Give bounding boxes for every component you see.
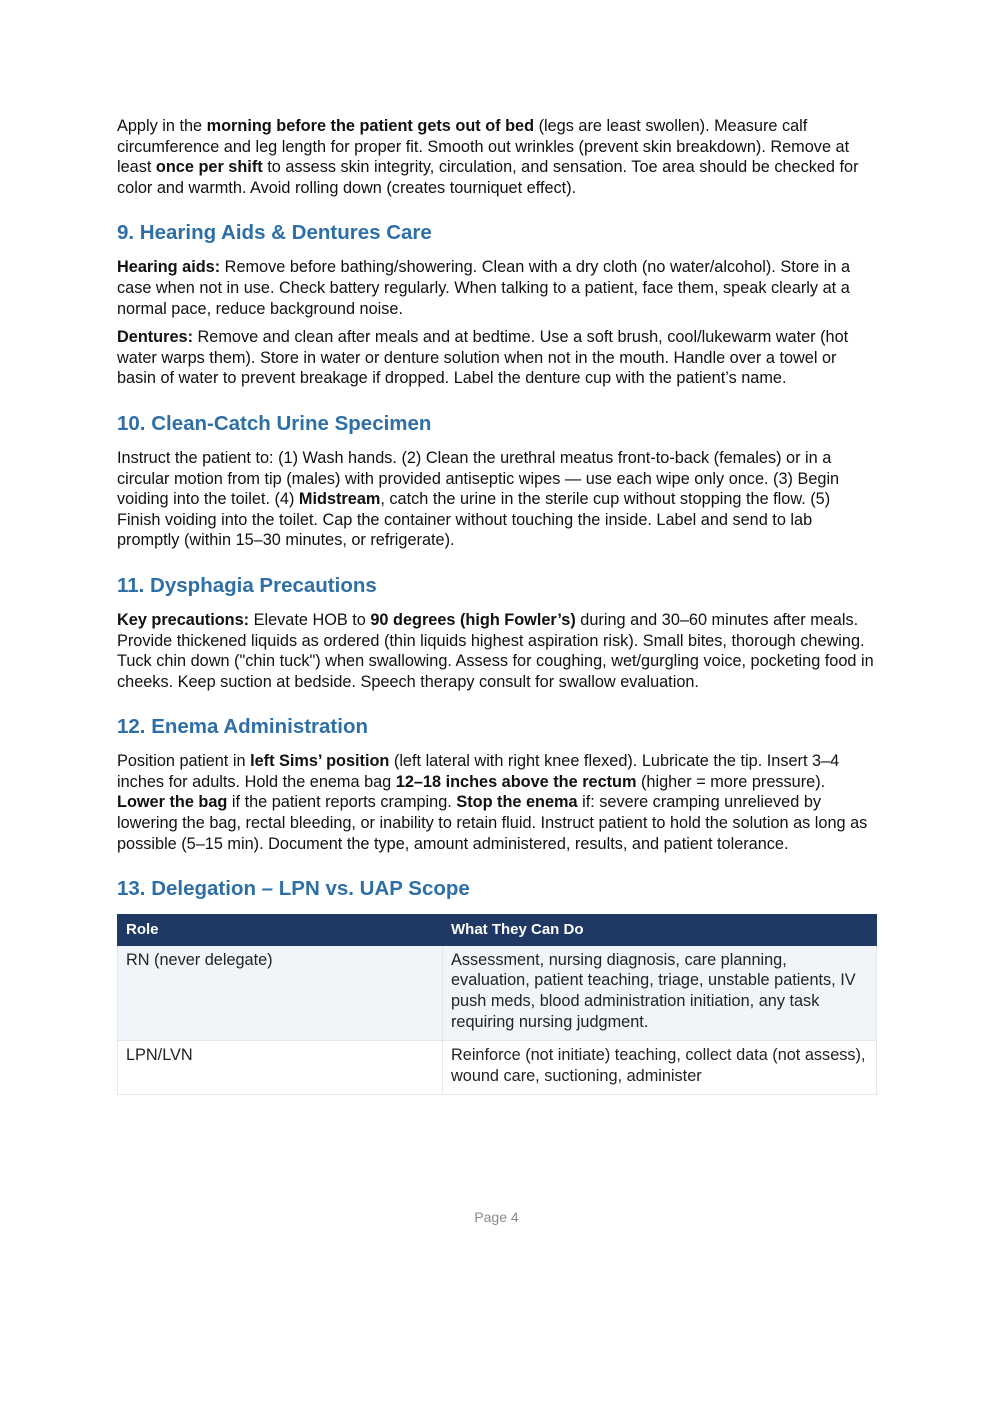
table-header-what-they-can-do: What They Can Do	[443, 915, 877, 946]
bold-run: Dentures:	[117, 328, 193, 347]
section-heading-hearing-aids: 9. Hearing Aids & Dentures Care	[117, 221, 432, 245]
section-heading-clean-catch: 10. Clean-Catch Urine Specimen	[117, 411, 432, 435]
bold-run: Hearing aids:	[117, 258, 221, 277]
hearing-aids-paragraph	[117, 257, 877, 319]
dysphagia-paragraph	[117, 610, 877, 692]
text-run: Remove before bathing/showering. Clean with a dry cloth (no water/alcohol). Store in a case when not in use. Check battery regularly. When talking to a patient, face them, speak clearly at a normal pace, reduce background noise.	[117, 258, 851, 318]
section-heading-enema: 12. Enema Administration	[117, 715, 368, 739]
text-run: during and 30–60 minutes after meals. Provide thickened liquids as ordered (thin liquids highest aspiration risk). Small bites, thorough chewing. Tuck chin down ("chin tuck") when swallowing. Assess for coughing, wet/gurgling voice, pocketing food in cheeks. Keep suction at bedside. Speech therapy consult for swallow evaluation.	[117, 610, 874, 691]
text-run: (higher = more pressure).	[636, 772, 826, 791]
delegation-table	[117, 914, 877, 1095]
enema-paragraph	[117, 751, 877, 854]
table-row	[118, 1041, 877, 1095]
document-page	[117, 116, 877, 1095]
bold-run: Midstream	[298, 490, 381, 509]
dentures-paragraph	[117, 327, 877, 389]
bold-run: Key precautions:	[117, 610, 250, 629]
bold-run: Lower the bag	[117, 793, 228, 812]
text-run: (legs are least swollen). Measure calf circumference and leg length for proper fit. Smooth out wrinkles (prevent skin breakdown). Remove at least	[117, 117, 850, 177]
text-run: Elevate HOB to	[249, 610, 371, 629]
text-run: (left lateral with right knee flexed). Lubricate the tip. Insert 3–4 inches for adults. Hold the enema bag	[117, 752, 840, 791]
text-run: to assess skin integrity, circulation, and sensation. Toe area should be checked for color and warmth. Avoid rolling down (creates tourniquet effect).	[117, 158, 859, 197]
bold-run: once per shift	[155, 158, 263, 177]
table-cell-scope: Assessment, nursing diagnosis, care planning, evaluation, patient teaching, triage, unstable patients, IV push meds, blood administration initiation, any task requiring nursing judgment.	[443, 945, 877, 1040]
bold-run: 12–18 inches above the rectum	[395, 772, 637, 791]
bold-run: left Sims’ position	[250, 752, 390, 771]
section-heading-delegation: 13. Delegation – LPN vs. UAP Scope	[117, 877, 470, 901]
table-row	[118, 945, 877, 1040]
page-number: Page 4	[474, 1209, 519, 1225]
text-run: Instruct the patient to: (1) Wash hands. (2) Clean the urethral meatus front-to-back (females) or in a circular motion from tip (males) with provided antiseptic wipes — use each wipe only once. (3) Begin voiding into the toilet. (4)	[117, 448, 840, 509]
text-run: Remove and clean after meals and at bedtime. Use a soft brush, cool/lukewarm water (hot water warps them). Store in water or denture solution when not in the mouth. Handle over a towel or basin of water to prevent breakage if dropped. Label the denture cup with the patient’s name.	[117, 328, 849, 388]
text-run: Position patient in	[117, 752, 251, 771]
bold-run: 90 degrees (high Fowler’s)	[370, 610, 576, 629]
table-header-row	[118, 915, 877, 946]
text-run: , catch the urine in the sterile cup without stopping the flow. (5) Finish voiding into the toilet. Cap the container without touching the inside. Label and send to lab promptly (within 15–30 minutes, or refrigerate).	[117, 490, 831, 550]
table-cell-role: RN (never delegate)	[118, 945, 443, 1040]
table-cell-role: LPN/LVN	[118, 1041, 443, 1095]
section-heading-dysphagia: 11. Dysphagia Precautions	[117, 573, 377, 597]
text-run: Apply in the	[117, 117, 207, 135]
bold-run: Stop the enema	[456, 793, 578, 812]
clean-catch-paragraph	[117, 448, 877, 551]
text-run: if: severe cramping unrelieved by lowering the bag, rectal bleeding, or inability to retain fluid. Instruct patient to hold the solution as long as possible (5–15 min). Document the type, amount administered, results, and patient tolerance.	[117, 793, 868, 853]
bold-run: morning before the patient gets out of bed	[206, 117, 535, 135]
compression-stockings-paragraph	[117, 116, 877, 198]
table-cell-scope: Reinforce (not initiate) teaching, collect data (not assess), wound care, suctioning, administer	[443, 1041, 877, 1095]
table-header-role: Role	[118, 915, 443, 946]
text-run: if the patient reports cramping.	[227, 793, 457, 812]
